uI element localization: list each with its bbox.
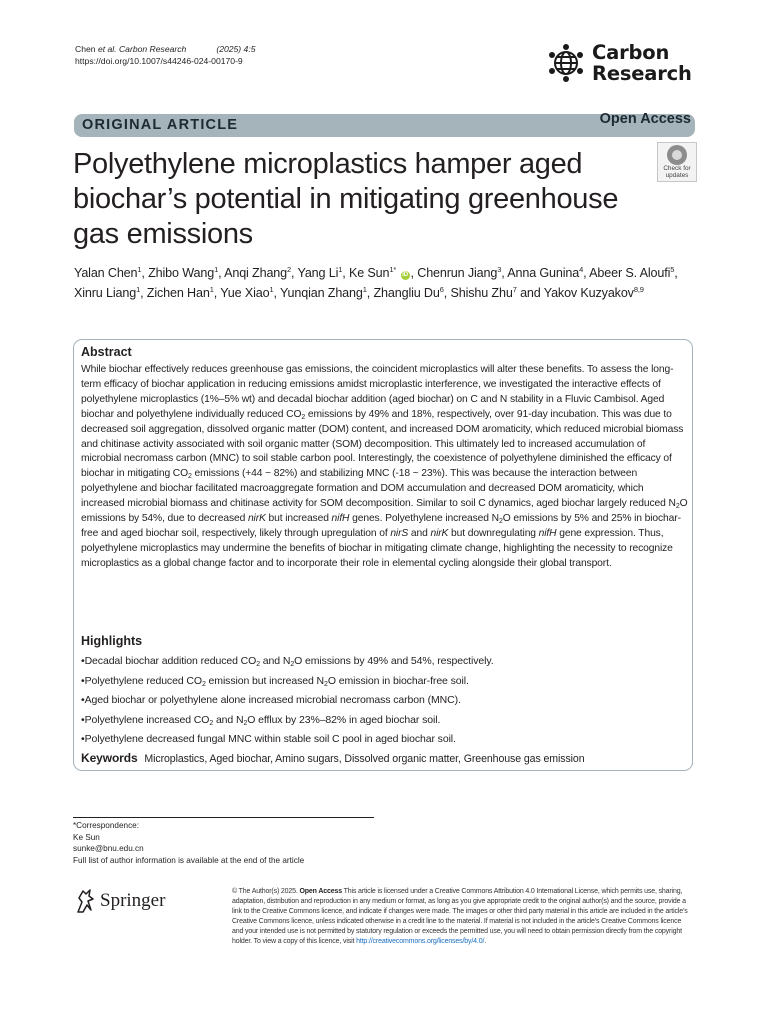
check-updates-icon: [667, 145, 687, 165]
carbon-research-logo-icon: [546, 43, 586, 83]
orcid-icon[interactable]: iD: [402, 272, 408, 278]
springer-horse-icon: [74, 888, 96, 914]
highlight-item: • Aged biochar or polyethylene alone increased microbial necromass carbon (MNC).: [81, 691, 688, 711]
publisher-logo: [74, 888, 165, 914]
keywords: [81, 750, 688, 767]
highlights-heading: Highlights: [81, 634, 143, 648]
check-for-updates-button[interactable]: Check for updates: [657, 142, 697, 182]
highlight-item: • Polyethylene reduced $CO_2$ emission but increased $N_2O$ emission in biochar-free soil.: [81, 672, 688, 692]
highlight-item: • Polyethylene increased $CO_2$ and $N_2O$ efflux by 23%–82% in aged biochar soil.: [81, 711, 688, 731]
abstract-heading: Abstract: [81, 345, 132, 359]
journal-name: Carbon Research: [592, 41, 692, 85]
license-text: © The Author(s) 2025. Open Access This article is licensed under a Creative Commons Attribution 4.0 International License, which permits use, sharing, adaptation, distribution and reproduction in any medium or format, as long as you give appropriate credit to the original author(s) and the source, provide a link to the Creative Commons licence, and indicate if changes were made. The images or other third party material in this article are included in the article’s Creative Commons licence, unless indicated otherwise in a credit line to the material. If material is not included in the article’s Creative Commons licence and your intended use is not permitted by statutory regulation or exceeds the permitted use, you will need to obtain permission directly from the copyright holder. To view a copy of this licence, visit http://creativecommons.org/licenses/by/4.0/.: [232, 888, 688, 946]
article-title: Polyethylene microplastics hamper aged biochar’s potential in mitigating greenhouse gas emissions: [73, 148, 619, 250]
footnote-divider: [73, 817, 374, 818]
article-type-bar: [74, 111, 695, 137]
correspondence-email[interactable]: sunke@bnu.edu.cn: [73, 844, 144, 854]
publisher-name: Springer: [100, 890, 166, 911]
highlights-list: [81, 652, 688, 750]
keywords-text: Microplastics, Aged biochar, Amino sugars, Dissolved organic matter, Greenhouse gas emission: [144, 753, 585, 765]
journal-logo: [546, 42, 692, 84]
highlight-item: • Decadal biochar addition reduced $CO_2$ and $N_2O$ emissions by 49% and 54%, respectively.: [81, 652, 688, 672]
doi-link[interactable]: https://doi.org/10.1007/s44246-024-00170-9: [75, 56, 243, 66]
article-type-label: ORIGINAL ARTICLE: [82, 117, 239, 133]
highlight-item: • Polyethylene decreased fungal MNC within stable soil C pool in aged biochar soil.: [81, 730, 688, 750]
keywords-label: Keywords: [81, 751, 138, 765]
license-url-link[interactable]: http://creativecommons.org/licenses/by/4.0/: [356, 938, 485, 946]
running-header-citation: Chen et al. Carbon Research (2025) 4:5: [75, 44, 256, 54]
author-list: Yalan Chen$^1$, Zhibo Wang$^1$, Anqi Zhang$^2$, Yang Li$^1$, Ke Sun$^{1*}$ iD , Chenrun Jiang$^3$, Anna Gunina$^4$, Abeer S. Aloufi$^5$, Xinru Liang$^1$, Zichen Han$^1$, Yue Xiao$^1$, Yunqian Zhang$^1$, Zhangliu Du$^6$, Shishu Zhu$^7$ and Yakov Kuzyakov$^{8,9}$: [74, 265, 678, 300]
open-access-label: Open Access: [599, 111, 691, 127]
correspondence-footnote: *Correspondence: Ke Sun sunke@bnu.edu.cn Full list of author information is available at the end of the article: [73, 821, 305, 865]
abstract-text: While biochar effectively reduces greenhouse gas emissions, the coincident microplastics will alter these benefits. To assess the long-term efficacy of biochar application in reducing emissions amidst microplastic interference, we investigated the interactive effects of polyethylene microplastics (1%–5% wt) and decadal biochar addition (aged biochar) on C and N stability in a Fluvic Cambisol. Aged biochar and polyethylene individually reduced $CO_2$ emissions by 49% and 18%, respectively, over 91-day incubation. This was due to decreased soil aggregation, dissolved organic matter (DOM) content, and increased DOM aromaticity, which reduced microbial biomass and chitinase activity associated with soil organic matter (SOM) decomposition. This ultimately led to increased accumulation of microbial necromass carbon (MNC) to soil stable carbon pool. Interestingly, the coexistence of polyethylene diminished the efficacy of biochar in mitigating $CO_2$ emissions (+44 ~ 82%) and stabilizing MNC (-18 ~ 23%). This was because the interaction between polyethylene and biochar facilitated macroaggregate formation and DOM accumulation and decreased DOM aromaticity, which increased microbial biomass and chitinase activity for SOM decomposition. Similar to soil C dynamics, aged biochar largely reduced $N_2O$ emissions by 54%, due to decreased nirK but increased nifH genes. Polyethylene increased $N_2O$ emissions by 5% and 25% in biochar-free and aged biochar soil, respectively, likely through upregulation of nirS and nirK but downregulating nifH gene expression. Thus, polyethylene microplastics may undermine the benefits of biochar in mitigating climate change, highlighting the necessity to recognize microplastics as a global change factor and to incorporate their role in elemental cycling alongside their global transport.: [81, 364, 688, 569]
